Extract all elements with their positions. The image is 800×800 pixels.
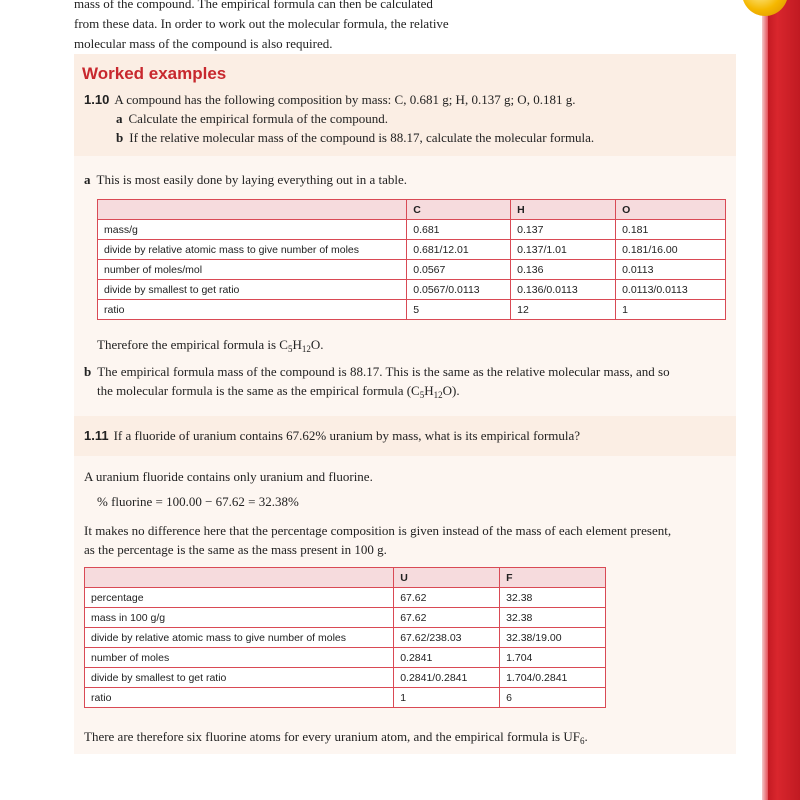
answer-text: O). [442, 383, 460, 398]
value-cell: 6 [500, 688, 606, 708]
row-label-cell: percentage [85, 588, 394, 608]
part-label: b [84, 364, 92, 379]
value-cell: 0.136/0.0113 [511, 280, 616, 300]
row-label-cell: mass/g [98, 220, 407, 240]
table-header-row [98, 200, 726, 220]
value-cell: 32.38/19.00 [500, 628, 606, 648]
table-row [85, 688, 606, 708]
value-cell: 0.137 [511, 220, 616, 240]
table-row [85, 588, 606, 608]
part-text: Calculate the empirical formula of the compound. [128, 111, 389, 126]
value-cell: 12 [511, 300, 616, 320]
value-cell: 0.181 [616, 220, 726, 240]
element-symbol: H [292, 337, 302, 352]
value-cell: 32.38 [500, 608, 606, 628]
empirical-formula-conclusion [97, 335, 323, 355]
question-110 [84, 90, 724, 110]
answer-text: This is most easily done by laying everything out in a table. [96, 172, 408, 187]
answer-b-line1 [84, 362, 734, 382]
row-label-cell: ratio [85, 688, 394, 708]
table-header-blank [98, 200, 407, 220]
row-label-cell: ratio [98, 300, 407, 320]
table-row [98, 280, 726, 300]
intro-line: from these data. In order to work out the molecular formula, the relative [74, 16, 449, 31]
value-cell: 0.2841 [394, 648, 500, 668]
table-header-cell: C [407, 200, 511, 220]
answer-111-line3: It makes no difference here that the percentage composition is given instead of the mass of each element present, [84, 523, 672, 538]
value-cell: 0.681/12.01 [407, 240, 511, 260]
value-cell: 0.0113 [616, 260, 726, 280]
row-label-cell: number of moles [85, 648, 394, 668]
subscript: 12 [301, 344, 311, 354]
value-cell: 1.704/0.2841 [500, 668, 606, 688]
question-110-part-a [116, 109, 388, 129]
answer-text: the molecular formula is the same as the empirical formula (C [97, 383, 420, 398]
empirical-formula-table [97, 199, 726, 320]
uranium-fluoride-table [84, 567, 606, 708]
table-row [98, 300, 726, 320]
value-cell: 67.62/238.03 [394, 628, 500, 648]
subscript: 5 [419, 390, 425, 400]
value-cell: 5 [407, 300, 511, 320]
table-row [98, 240, 726, 260]
subscript: 6 [580, 736, 585, 746]
intro-paragraph [74, 0, 494, 54]
subscript: 12 [433, 390, 443, 400]
row-label-cell: mass in 100 g/g [85, 608, 394, 628]
conclusion-text: Therefore the empirical formula is C [97, 337, 288, 352]
table-header-cell: U [394, 568, 500, 588]
question-text: A compound has the following composition by mass: C, 0.681 g; H, 0.137 g; O, 0.181 g. [114, 92, 576, 107]
table-row [85, 628, 606, 648]
value-cell: 0.681 [407, 220, 511, 240]
worked-examples-title: Worked examples [82, 64, 227, 83]
value-cell: 32.38 [500, 588, 606, 608]
table-row [85, 668, 606, 688]
row-label-cell: divide by smallest to get ratio [85, 668, 394, 688]
subscript: 5 [287, 344, 293, 354]
conclusion-text: There are therefore six fluorine atoms for every uranium atom, and the empirical formula is UF [84, 729, 580, 744]
table-row [98, 220, 726, 240]
answer-111-line1: A uranium fluoride contains only uranium and fluorine. [84, 469, 373, 484]
answer-a-intro [84, 170, 407, 190]
intro-line: molecular mass of the compound is also required. [74, 36, 333, 51]
value-cell: 67.62 [394, 588, 500, 608]
value-cell: 67.62 [394, 608, 500, 628]
row-label-cell: divide by relative atomic mass to give number of moles [85, 628, 394, 648]
table-header-blank [85, 568, 394, 588]
table-header-row [85, 568, 606, 588]
table-header-cell: F [500, 568, 606, 588]
value-cell: 1 [616, 300, 726, 320]
table-row [85, 648, 606, 668]
intro-line: mass of the compound. The empirical formula can then be calculated [74, 0, 433, 11]
value-cell: 1 [394, 688, 500, 708]
part-label: a [116, 111, 123, 126]
row-label-cell: divide by smallest to get ratio [98, 280, 407, 300]
table-row [98, 260, 726, 280]
value-cell: 0.136 [511, 260, 616, 280]
table-header-cell: O [616, 200, 726, 220]
part-text: If the relative molecular mass of the compound is 88.17, calculate the molecular formula. [129, 130, 595, 145]
element-symbol: H [424, 383, 434, 398]
value-cell: 0.137/1.01 [511, 240, 616, 260]
value-cell: 0.181/16.00 [616, 240, 726, 260]
question-number: 1.11 [84, 428, 109, 443]
conclusion-text: . [584, 729, 588, 744]
value-cell: 0.2841/0.2841 [394, 668, 500, 688]
answer-b-line2 [97, 381, 460, 401]
table-row [85, 608, 606, 628]
answer-111-line4: as the percentage is the same as the mass present in 100 g. [84, 542, 387, 557]
part-label: b [116, 130, 124, 145]
question-111 [84, 426, 724, 446]
value-cell: 0.0113/0.0113 [616, 280, 726, 300]
fluorine-percentage-calc: % fluorine = 100.00 − 67.62 = 32.38% [97, 494, 299, 509]
part-label: a [84, 172, 91, 187]
question-110-part-b [116, 128, 594, 148]
question-text: If a fluoride of uranium contains 67.62% uranium by mass, what is its empirical formula? [113, 428, 581, 443]
row-label-cell: number of moles/mol [98, 260, 407, 280]
answer-text: The empirical formula mass of the compound is 88.17. This is the same as the relative molecular mass, and so [97, 364, 670, 379]
value-cell: 1.704 [500, 648, 606, 668]
final-conclusion [84, 727, 588, 747]
value-cell: 0.0567/0.0113 [407, 280, 511, 300]
conclusion-text: O. [310, 337, 324, 352]
page-edge-band [762, 0, 800, 800]
value-cell: 0.0567 [407, 260, 511, 280]
row-label-cell: divide by relative atomic mass to give number of moles [98, 240, 407, 260]
question-number: 1.10 [84, 92, 110, 107]
table-header-cell: H [511, 200, 616, 220]
